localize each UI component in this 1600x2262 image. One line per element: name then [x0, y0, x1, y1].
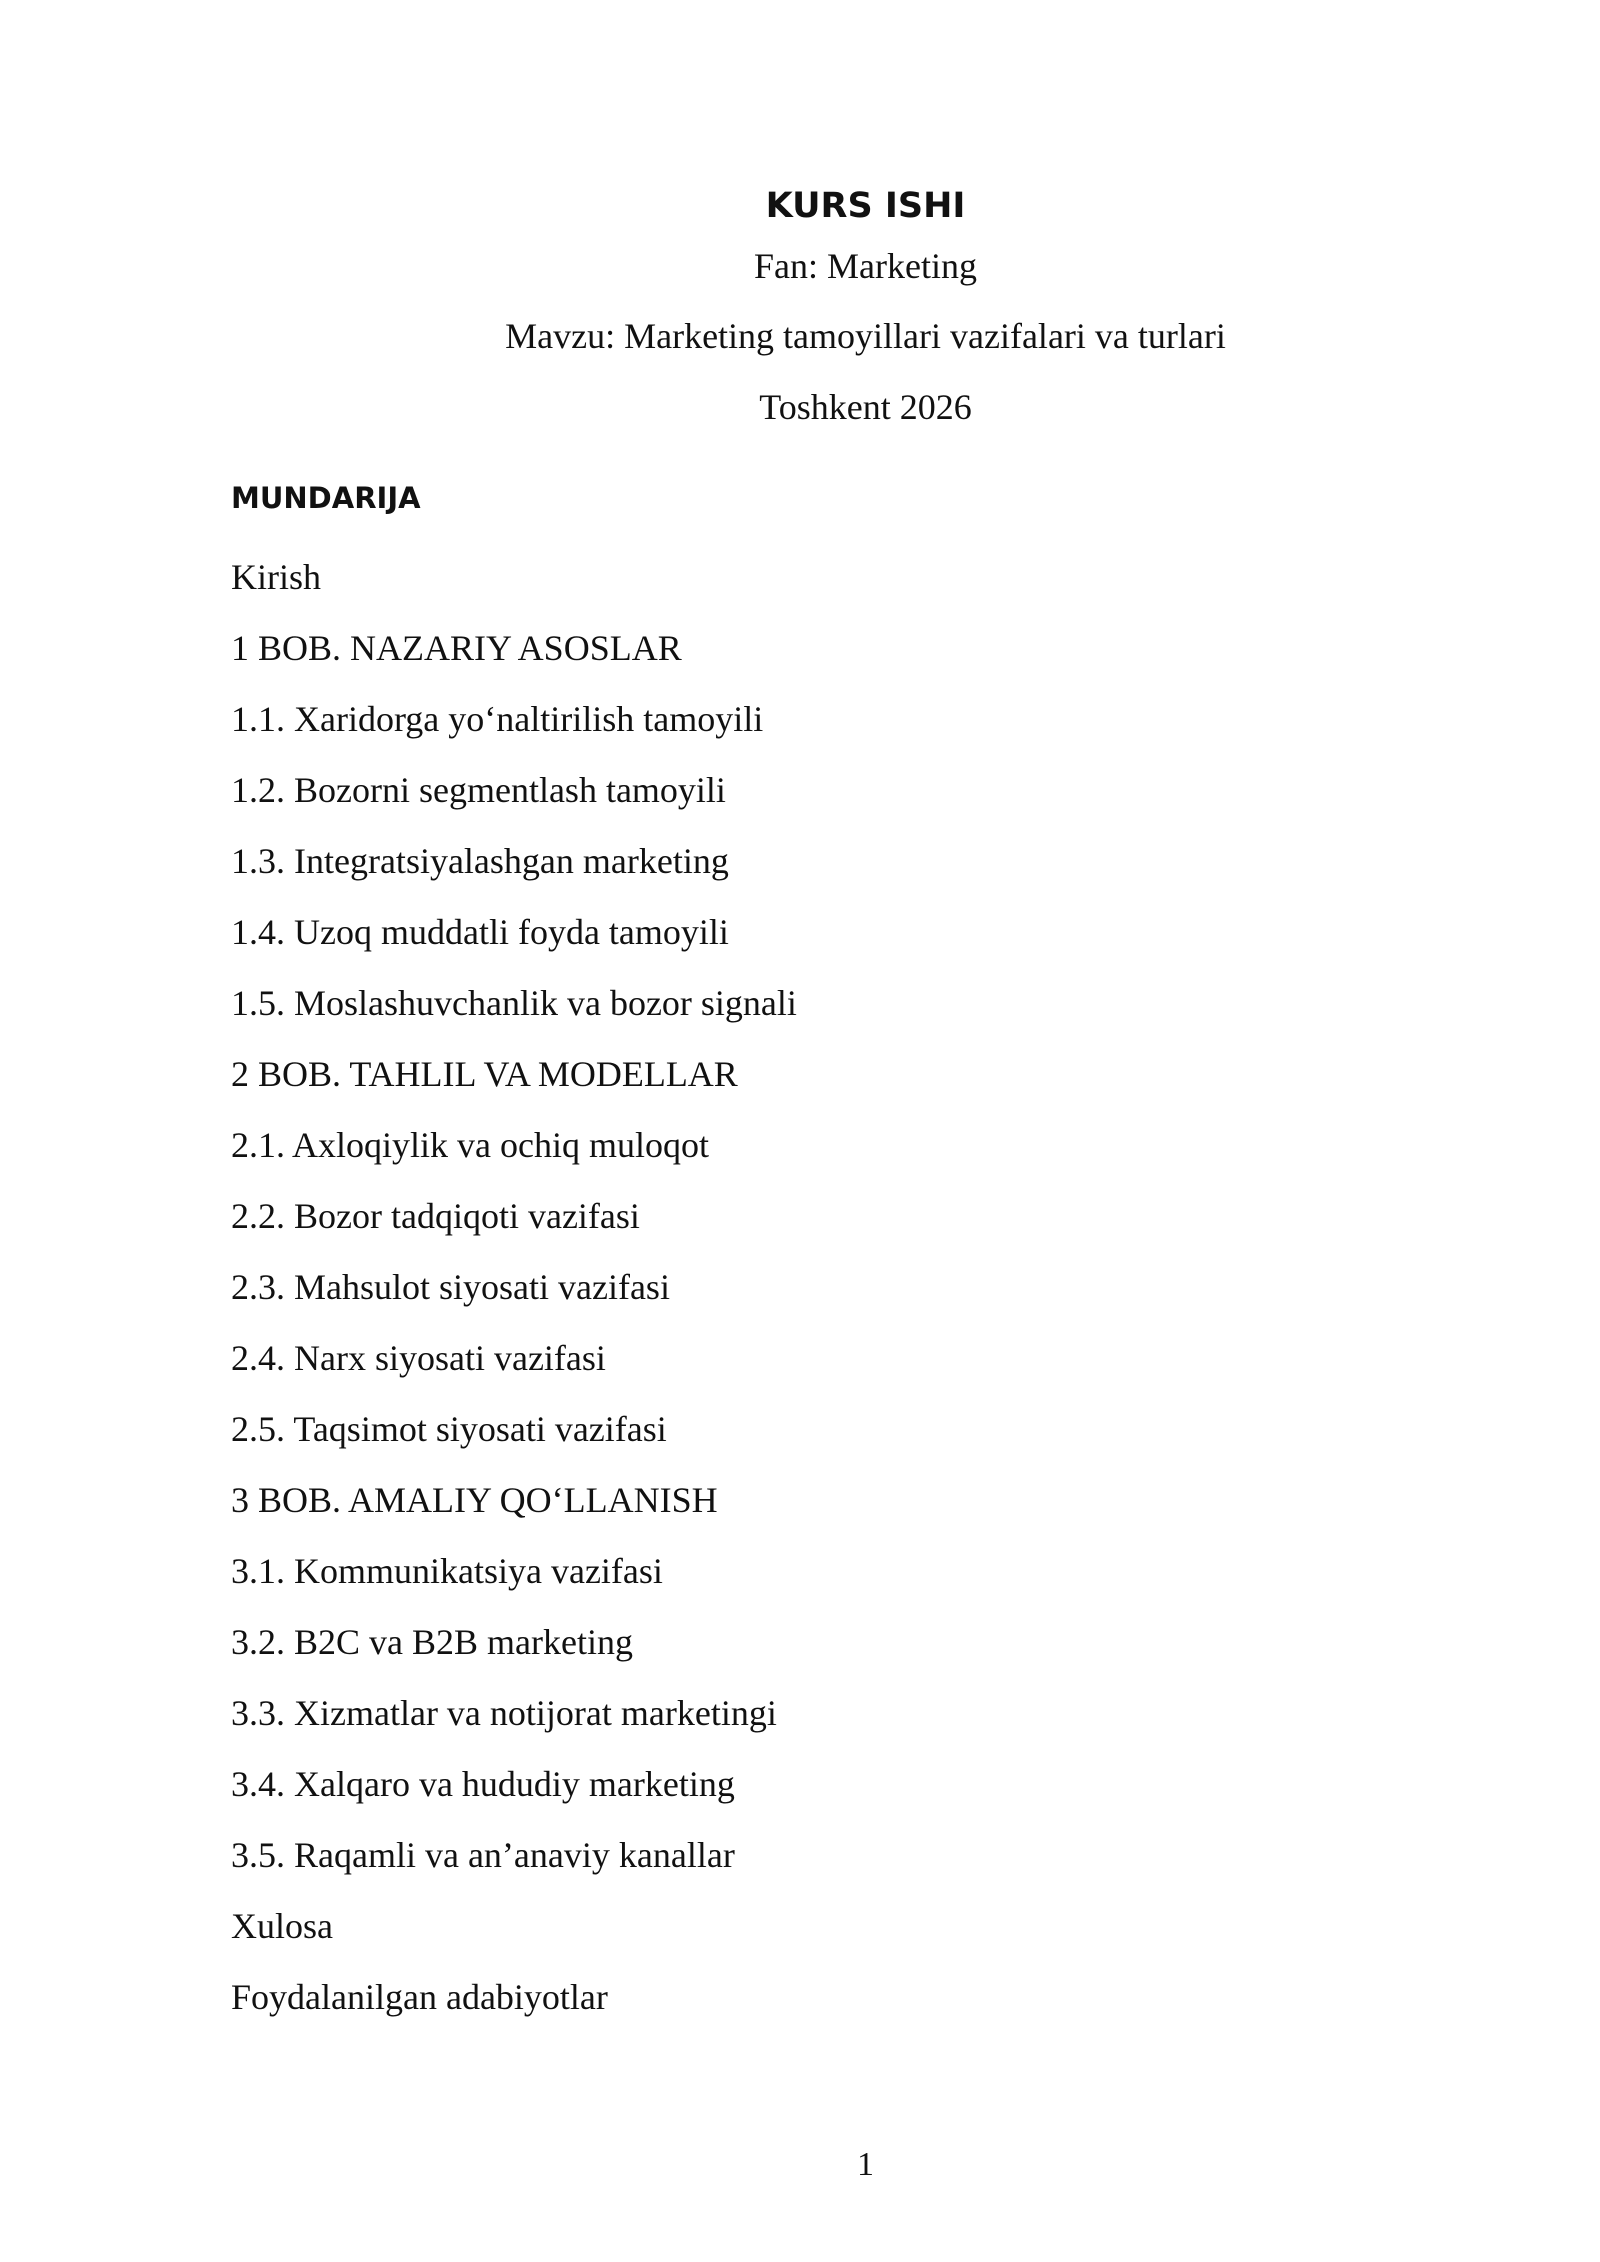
toc-item: 2.4. Narx siyosati vazifasi	[231, 1338, 606, 1378]
toc-item: 3.1. Kommunikatsiya vazifasi	[231, 1551, 663, 1591]
place-year-line: Toshkent 2026	[759, 387, 972, 427]
toc-item: 2.5. Taqsimot siyosati vazifasi	[231, 1409, 667, 1449]
toc-item: 3.2. B2C va B2B marketing	[231, 1622, 633, 1662]
toc-item: 2 BOB. TAHLIL VA MODELLAR	[231, 1054, 738, 1094]
toc-item: 3.4. Xalqaro va hududiy marketing	[231, 1764, 735, 1804]
topic-line: Mavzu: Marketing tamoyillari vazifalari va turlari	[505, 316, 1226, 356]
subject-line: Fan: Marketing	[754, 246, 977, 286]
toc-item: 1.1. Xaridorga yo‘naltirilish tamoyili	[231, 699, 764, 739]
toc-item: 1.5. Moslashuvchanlik va bozor signali	[231, 983, 797, 1023]
toc-item: 1 BOB. NAZARIY ASOSLAR	[231, 628, 682, 668]
toc-item: 3.5. Raqamli va an’anaviy kanallar	[231, 1835, 735, 1875]
toc-item: 1.4. Uzoq muddatli foyda tamoyili	[231, 912, 729, 952]
toc-item: 2.3. Mahsulot siyosati vazifasi	[231, 1267, 670, 1307]
toc-item: Xulosa	[231, 1906, 333, 1946]
page-number: 1	[857, 2146, 874, 2183]
toc-item: 2.2. Bozor tadqiqoti vazifasi	[231, 1196, 640, 1236]
toc-item: 1.3. Integratsiyalashgan marketing	[231, 841, 729, 881]
document-title: KURS ISHI	[765, 186, 966, 226]
table-of-contents	[231, 547, 797, 2038]
toc-item: 1.2. Bozorni segmentlash tamoyili	[231, 770, 726, 810]
toc-heading: MUNDARIJA	[231, 481, 421, 515]
toc-item: Kirish	[231, 557, 321, 597]
toc-item: 2.1. Axloqiylik va ochiq muloqot	[231, 1125, 709, 1165]
toc-item: 3 BOB. AMALIY QO‘LLANISH	[231, 1480, 718, 1520]
toc-item: Foydalanilgan adabiyotlar	[231, 1977, 608, 2017]
toc-item: 3.3. Xizmatlar va notijorat marketingi	[231, 1693, 777, 1733]
